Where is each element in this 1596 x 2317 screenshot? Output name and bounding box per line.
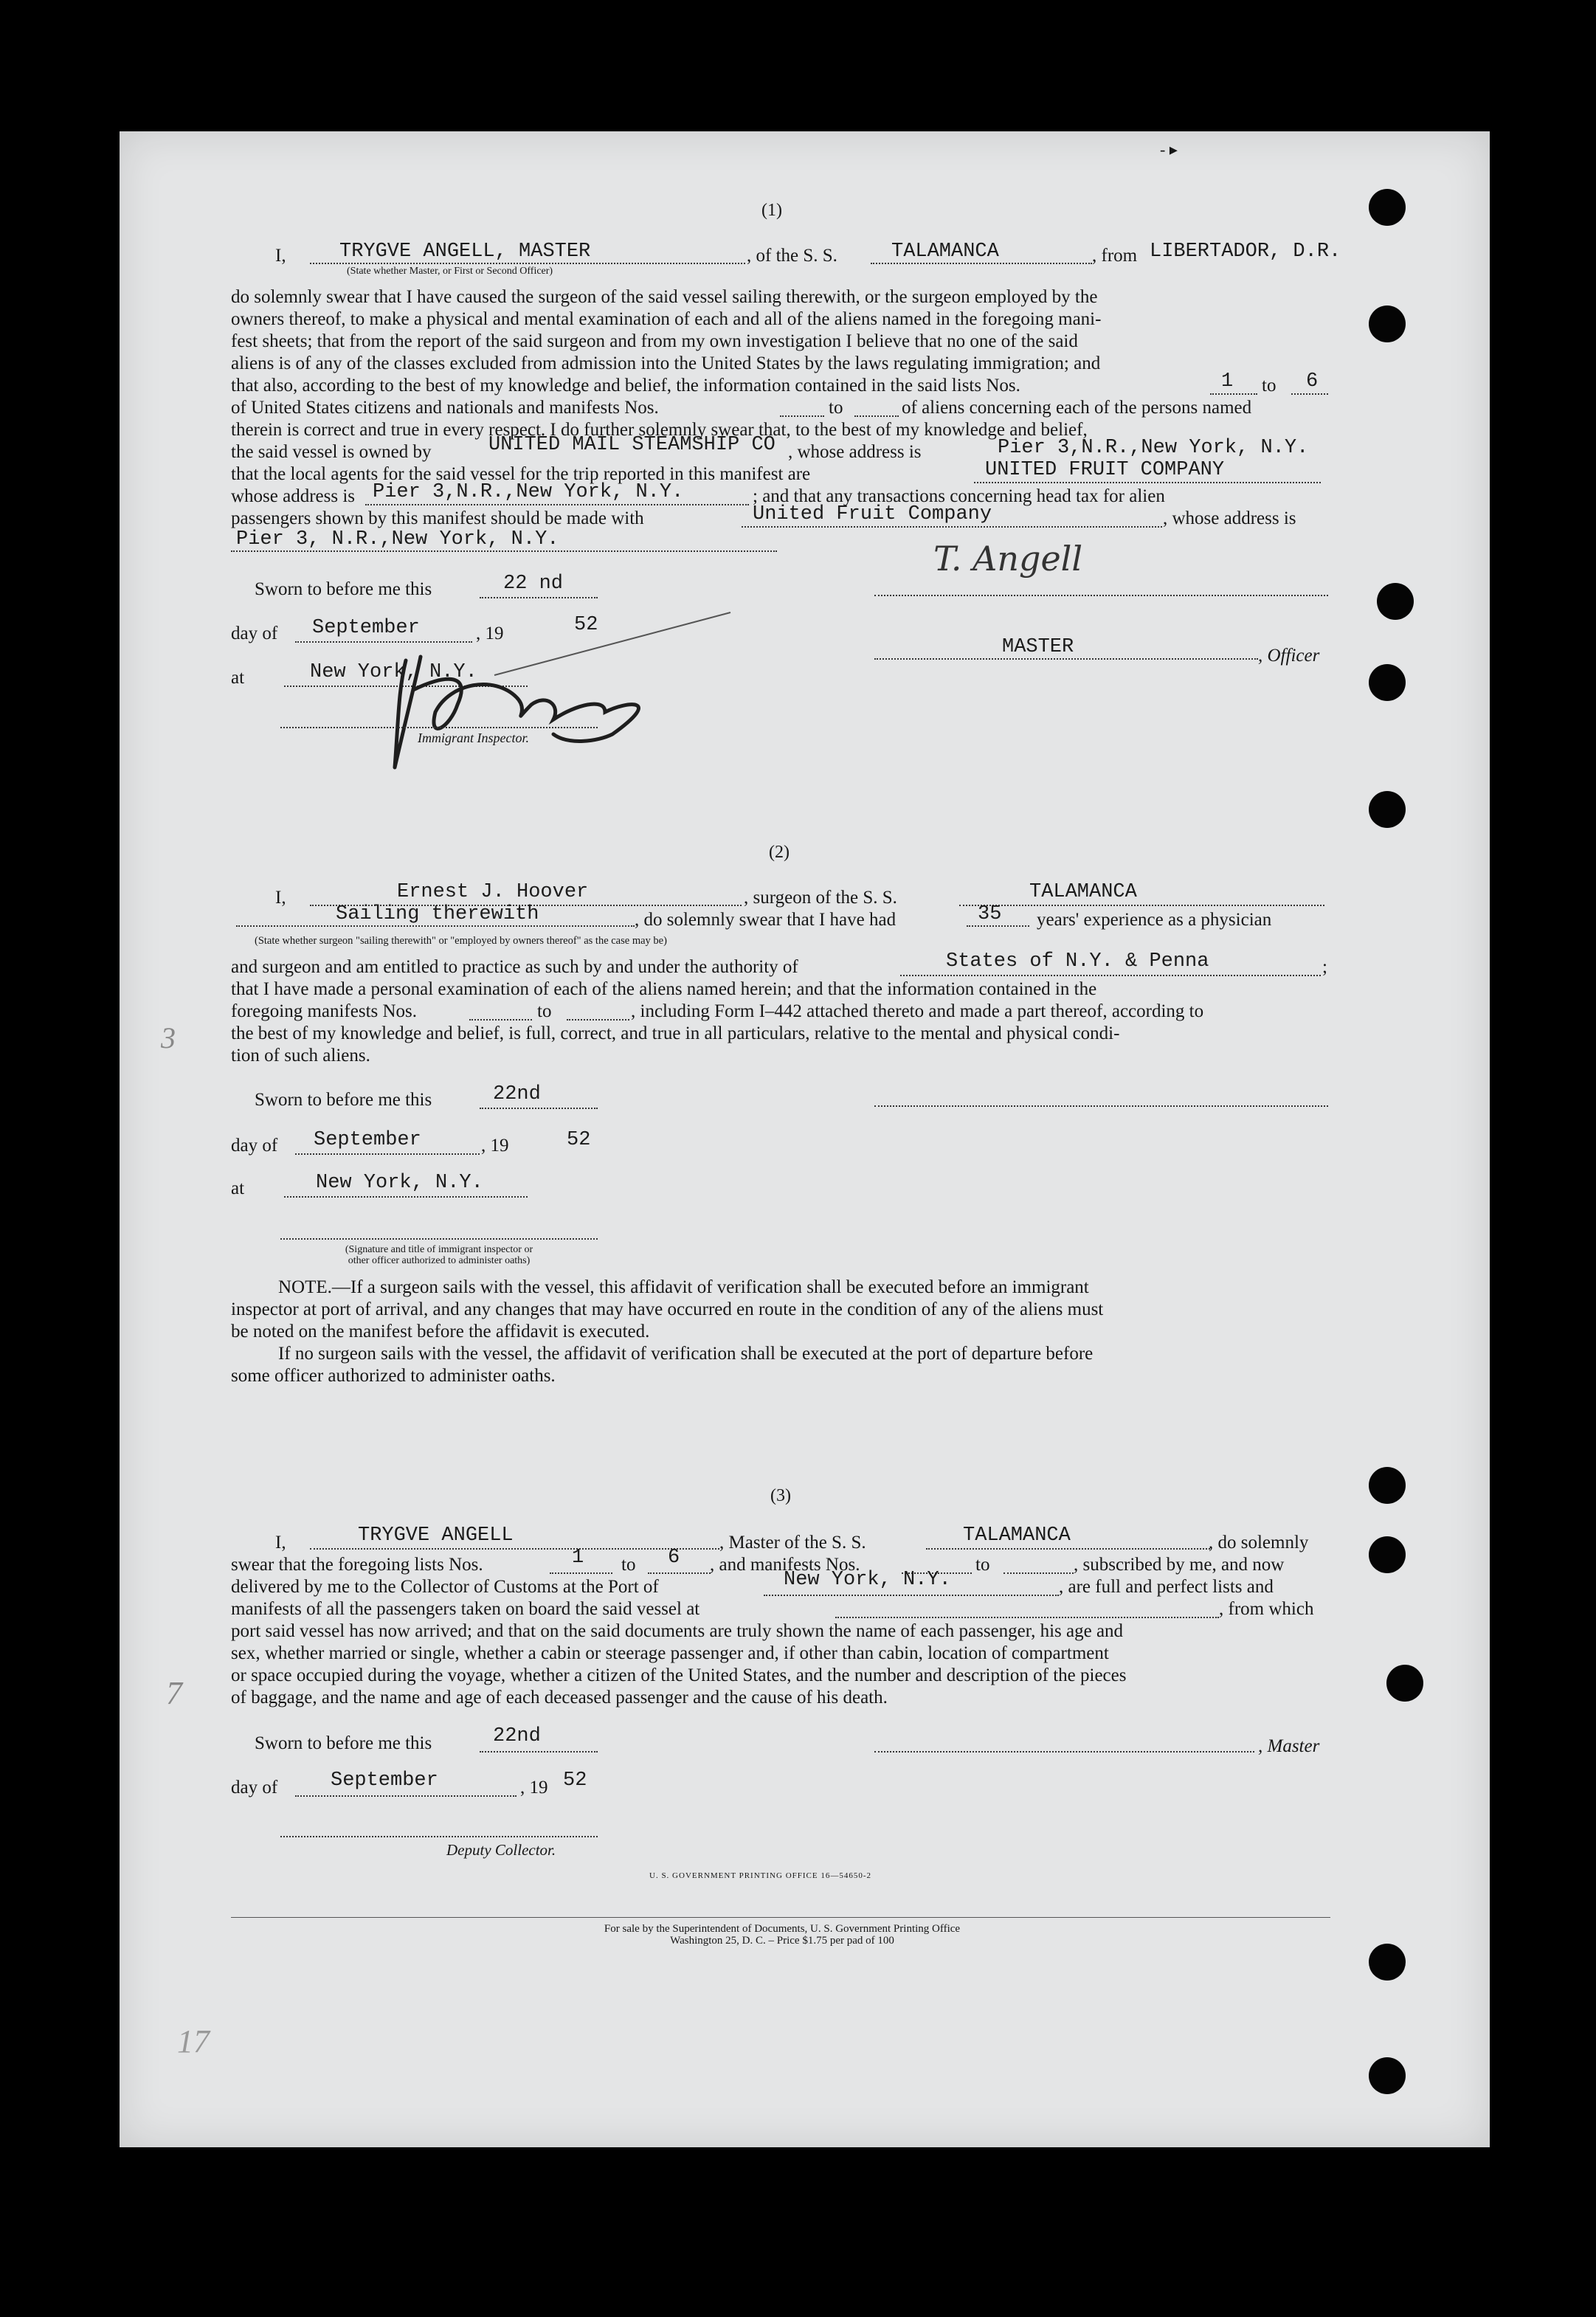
tax-address-underline: [231, 550, 777, 552]
master-underline: [310, 263, 745, 264]
para-line: tion of such aliens.: [231, 1046, 370, 1066]
inspector-signature: [384, 631, 738, 778]
embark-port-underline: [835, 1617, 1219, 1618]
para-line: foregoing manifests Nos.: [231, 1001, 418, 1021]
solemnly: , do solemnly: [1209, 1533, 1309, 1553]
note-line: be noted on the manifest before the affidavit is executed.: [231, 1322, 650, 1341]
i-label: I,: [275, 1533, 286, 1553]
inspector-caption: Immigrant Inspector.: [418, 731, 529, 745]
para-line: of baggage, and the name and age of each deceased passenger and the cause of his death.: [231, 1688, 888, 1707]
transactions: ; and that any transactions concerning head tax for alien: [753, 486, 1165, 506]
punch-hole: [1377, 583, 1414, 620]
vessel-name: TALAMANCA: [1029, 881, 1137, 903]
punch-hole: [1369, 189, 1406, 226]
at-label: at: [231, 668, 245, 688]
para-line: that also, according to the best of my knowledge and belief, the information contained in the said lists Nos.: [231, 376, 1020, 396]
tax-whose: , whose address is: [1163, 508, 1296, 528]
vessel-underline: [959, 905, 1324, 906]
day-of-label: day of: [231, 1778, 278, 1798]
month-underline: [295, 1795, 517, 1797]
i-label: I,: [275, 246, 286, 266]
manifest-to-underline: [854, 415, 899, 417]
including: , including Form I–442 attached thereto and made a part thereof, according to: [631, 1001, 1204, 1021]
surgeon-name: Ernest J. Hoover: [397, 881, 589, 903]
para-line: or space occupied during the voyage, whether a citizen of the United States, and the number and description of the pieces: [231, 1665, 1127, 1685]
sworn-label: Sworn to before me this: [255, 579, 432, 599]
to-label: to: [537, 1001, 552, 1021]
master-signature-line: [874, 595, 1328, 596]
delivered: delivered by me to the Collector of Customs at the Port of: [231, 1577, 659, 1597]
lists-to: 6: [668, 1547, 680, 1569]
sailing-underline: [236, 925, 635, 927]
surgeon-of: , surgeon of the S. S.: [744, 888, 897, 908]
year: 52: [567, 1129, 591, 1151]
margin-note: 17: [177, 2023, 210, 2059]
from-which: , from which: [1219, 1599, 1314, 1619]
manifest-to-underline: [567, 1019, 629, 1021]
note-line: inspector at port of arrival, and any changes that may have occurred en route in the condition of any of the aliens must: [231, 1299, 1104, 1319]
para-line: that I have made a personal examination of each of the aliens named herein; and that the information contained in the: [231, 979, 1097, 999]
authority-underline: [900, 975, 1321, 976]
swear-label: , do solemnly swear that I have had: [635, 910, 897, 930]
lists-to: 6: [1306, 370, 1319, 393]
from-port: LIBERTADOR, D.R.: [1150, 241, 1341, 263]
oath-officer-line: [280, 1238, 598, 1240]
vessel-name: TALAMANCA: [963, 1524, 1071, 1547]
place-underline: [284, 1196, 528, 1198]
year-prefix: , 19: [476, 624, 504, 643]
to-label: to: [829, 398, 843, 418]
para-line: of United States citizens and nationals and manifests Nos.: [231, 398, 659, 418]
agents-address: Pier 3,N.R.,New York, N.Y.: [373, 481, 684, 503]
collector-caption: Deputy Collector.: [446, 1841, 556, 1859]
sailing-caption: (State whether surgeon "sailing therewith" or "employed by owners thereof" as the case may be): [255, 935, 667, 947]
master-of: , Master of the S. S.: [719, 1533, 866, 1553]
agents-underline: [974, 482, 1321, 483]
port-underline: [764, 1595, 1059, 1596]
para-line: manifests of all the passengers taken on board the said vessel at: [231, 1599, 700, 1619]
lists-from: 1: [1221, 370, 1234, 393]
tax-company: United Fruit Company: [753, 503, 992, 525]
para-line: aliens is of any of the classes excluded from admission into the United States by the laws regulating immigration; and: [231, 353, 1101, 373]
vessel-underline: [926, 1548, 1210, 1550]
port: New York, N.Y.: [784, 1569, 951, 1591]
officer-caption: , Officer: [1258, 646, 1320, 666]
para-line: therein is correct and true in every respect. I do further solemnly swear that, to the best of my knowledge and belief,: [231, 420, 1088, 440]
collector-line: [280, 1836, 598, 1837]
lists-from-underline: [1210, 393, 1257, 395]
lists-from-underline: [550, 1572, 612, 1574]
sworn-label: Sworn to before me this: [255, 1090, 432, 1110]
year: 52: [574, 614, 598, 636]
lists-from: 1: [572, 1547, 584, 1569]
month: September: [331, 1769, 438, 1792]
year-prefix: , 19: [520, 1778, 548, 1798]
sworn-day: 22nd: [493, 1725, 541, 1747]
years-underline: [967, 925, 1029, 927]
i-label: I,: [275, 888, 286, 908]
owner-name: UNITED MAIL STEAMSHIP CO: [488, 434, 775, 456]
para-line: the said vessel is owned by: [231, 442, 432, 462]
section-number: (1): [761, 201, 782, 220]
gpo-imprint: U. S. GOVERNMENT PRINTING OFFICE 16—54650-2: [649, 1871, 872, 1880]
to-label: to: [621, 1555, 636, 1575]
owner-address: Pier 3,N.R.,New York, N.Y.: [998, 437, 1309, 459]
manifest-from-underline: [780, 415, 824, 417]
from-label: , from: [1092, 246, 1138, 266]
whose-address: , whose address is: [788, 442, 922, 462]
punch-hole: [1369, 1944, 1406, 1981]
year: 52: [563, 1769, 587, 1792]
tax-address: Pier 3, N.R.,New York, N.Y.: [236, 528, 559, 550]
year-prefix: , 19: [481, 1136, 509, 1156]
surgeon-signature-line: [874, 1105, 1328, 1107]
sworn-label: Sworn to before me this: [255, 1733, 432, 1753]
swear-lists: swear that the foregoing lists Nos.: [231, 1555, 483, 1575]
authority: States of N.Y. & Penna: [946, 950, 1209, 973]
vessel-underline: [871, 263, 1092, 264]
oath-officer-caption: other officer authorized to administer oaths): [348, 1255, 531, 1266]
place: New York, N.Y.: [316, 1172, 483, 1194]
at-label: at: [231, 1178, 245, 1198]
month: September: [314, 1129, 421, 1151]
manifest-to-underline: [1003, 1572, 1074, 1574]
para-line: the best of my knowledge and belief, is full, correct, and true in all particulars, relative to the mental and physical condi-: [231, 1023, 1120, 1043]
para-line: whose address is: [231, 486, 356, 506]
sworn-day-underline: [480, 1751, 598, 1753]
margin-note: 7: [166, 1675, 182, 1711]
agents-name: UNITED FRUIT COMPANY: [985, 459, 1225, 481]
master-name: TRYGVE ANGELL: [358, 1524, 514, 1547]
month: September: [312, 617, 420, 639]
manifest-from-underline: [469, 1019, 532, 1021]
sworn-day-underline: [480, 597, 598, 598]
sale-notice: Washington 25, D. C. – Price $1.75 per pad of 100: [670, 1935, 894, 1947]
sworn-day: 22nd: [493, 1083, 541, 1105]
inspector-line: [280, 727, 598, 728]
punch-hole: [1369, 305, 1406, 342]
oath-officer-caption: (Signature and title of immigrant inspector or: [345, 1244, 533, 1255]
para-line: do solemnly swear that I have caused the surgeon of the said vessel sailing therewith, or the surgeon employed by the: [231, 287, 1098, 307]
sworn-day: 22 nd: [503, 573, 564, 595]
years-experience: 35: [978, 903, 1002, 925]
master-underline: [310, 1548, 719, 1550]
subscribed: , subscribed by me, and now: [1074, 1555, 1285, 1575]
sworn-day-underline: [480, 1108, 598, 1109]
to-aliens: of aliens concerning each of the persons named: [902, 398, 1252, 418]
master-name: TRYGVE ANGELL, MASTER: [339, 241, 591, 263]
of-the-ss: , of the S. S.: [747, 246, 837, 266]
note-line: some officer authorized to administer oaths.: [231, 1366, 556, 1386]
punch-hole: [1369, 1467, 1406, 1504]
sale-notice: For sale by the Superintendent of Documents, U. S. Government Printing Office: [604, 1923, 961, 1935]
vessel-name: TALAMANCA: [891, 241, 999, 263]
to-label: to: [975, 1555, 990, 1575]
para-line: sex, whether married or single, whether a cabin or steerage passenger and, if other than cabin, location of compartment: [231, 1643, 1109, 1663]
para-line: owners thereof, to make a physical and mental examination of each and all of the aliens named in the foregoing mani-: [231, 309, 1102, 329]
lists-to-underline: [1291, 393, 1328, 395]
para-line: that the local agents for the said vessel for the trip reported in this manifest are: [231, 464, 811, 484]
officer-underline: [874, 658, 1258, 660]
to-label: to: [1262, 376, 1277, 396]
tax-company-underline: [742, 526, 1162, 528]
agents-address-underline: [365, 504, 749, 505]
semicolon: ;: [1322, 957, 1327, 977]
master-caption: , Master: [1258, 1736, 1320, 1756]
punch-hole: [1369, 791, 1406, 828]
top-mark: - ▸: [1160, 140, 1178, 159]
place: New York, N.Y.: [310, 661, 477, 683]
para-line: fest sheets; that from the report of the said surgeon and from my own investigation I believe that no one of the said: [231, 331, 1078, 351]
margin-note: 3: [161, 1021, 176, 1054]
note-line: NOTE.—If a surgeon sails with the vessel, this affidavit of verification shall be executed before an immigrant: [278, 1277, 1089, 1297]
para-line: passengers shown by this manifest should be made with: [231, 508, 644, 528]
section-number: (3): [770, 1486, 791, 1505]
officer-title: MASTER: [1002, 636, 1074, 658]
master-caption: (State whether Master, or First or Second Officer): [347, 266, 553, 277]
note-line: If no surgeon sails with the vessel, the affidavit of verification shall be executed at the port of departure before: [278, 1344, 1094, 1364]
day-of-label: day of: [231, 624, 278, 643]
para-line: port said vessel has now arrived; and that on the said documents are truly shown the name of each passenger, his age and: [231, 1621, 1124, 1641]
punch-hole: [1369, 2057, 1406, 2094]
day-of-label: day of: [231, 1136, 278, 1156]
master-signature: T. Angell: [933, 539, 1083, 579]
authority-line: and surgeon and am entitled to practice as such by and under the authority of: [231, 957, 798, 977]
section-number: (2): [769, 843, 790, 862]
lists-to-underline: [648, 1572, 711, 1574]
sailing-status: Sailing therewith: [336, 903, 539, 925]
master-signature-line: [874, 1751, 1254, 1753]
punch-hole: [1369, 1536, 1406, 1573]
full-label: , are full and perfect lists and: [1059, 1577, 1274, 1597]
experience-label: years' experience as a physician: [1037, 910, 1272, 930]
punch-hole: [1369, 664, 1406, 701]
footer-rule: [231, 1917, 1330, 1918]
and-manifests: , and manifests Nos.: [710, 1555, 860, 1575]
month-underline: [295, 1153, 480, 1155]
punch-hole: [1386, 1665, 1423, 1702]
